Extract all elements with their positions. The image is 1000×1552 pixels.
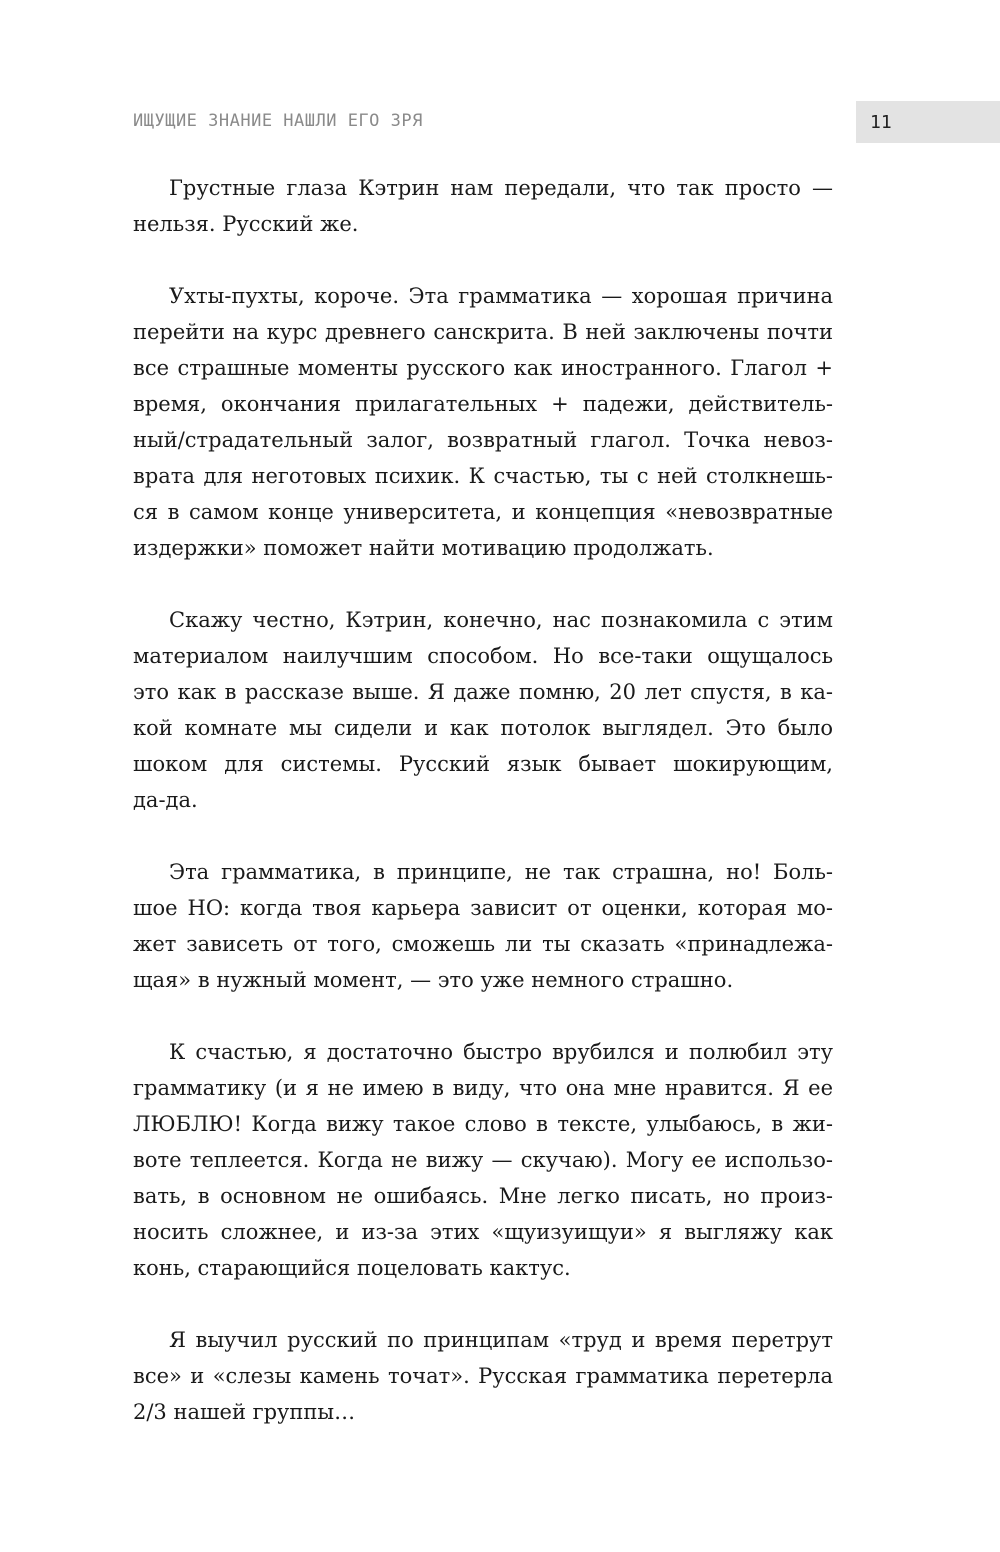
page-number-tab <box>856 101 1000 143</box>
paragraph <box>133 1034 833 1286</box>
paragraph <box>133 602 833 818</box>
text-line: конь, старающийся поцеловать кактус. <box>133 1256 571 1280</box>
text-line: нельзя. Русский же. <box>133 212 359 236</box>
text-line: вать, в основном не ошибаясь. Мне легко писать, но произ- <box>133 1184 833 1208</box>
text-line: Я выучил русский по принципам «труд и время перетрут <box>169 1328 833 1352</box>
text-line: шое НО: когда твоя карьера зависит от оценки, которая мо- <box>133 896 833 920</box>
text-line: издержки» поможет найти мотивацию продолжать. <box>133 536 714 560</box>
text-line: ЛЮБЛЮ! Когда вижу такое слово в тексте, улыбаюсь, в жи- <box>133 1112 833 1136</box>
text-line: К счастью, я достаточно быстро врубился и полюбил эту <box>169 1040 833 1064</box>
text-line: перейти на курс древнего санскрита. В ней заключены почти <box>133 320 833 344</box>
text-line: врата для неготовых психик. К счастью, ты с ней столкнешь- <box>133 464 833 488</box>
text-line: кой комнате мы сидели и как потолок выглядел. Это было <box>133 716 833 740</box>
text-line: щая» в нужный момент, — это уже немного страшно. <box>133 968 734 992</box>
text-line: Ухты-пухты, короче. Эта грамматика — хорошая причина <box>169 284 833 308</box>
paragraph <box>133 854 833 998</box>
paragraph <box>133 1322 833 1430</box>
text-line: ный/страдательный залог, возвратный глагол. Точка невоз- <box>133 428 833 452</box>
paragraph <box>133 278 833 566</box>
text-line: время, окончания прилагательных + падежи, действитель- <box>133 392 833 416</box>
text-line: 2/3 нашей группы… <box>133 1400 356 1424</box>
text-line: жет зависеть от того, сможешь ли ты сказать «принадлежа- <box>133 932 833 956</box>
text-line: Грустные глаза Кэтрин нам передали, что так просто — <box>169 176 833 200</box>
page-number: 11 <box>870 112 892 133</box>
text-line: все» и «слезы камень точат». Русская грамматика перетерла <box>133 1364 833 1388</box>
running-head-title: ИЩУЩИЕ ЗНАНИЕ НАШЛИ ЕГО ЗРЯ <box>133 111 423 131</box>
text-line: Эта грамматика, в принципе, не так страшна, но! Боль- <box>169 860 833 884</box>
text-line: это как в рассказе выше. Я даже помню, 20 лет спустя, в ка- <box>133 680 833 704</box>
body-text <box>133 170 833 1466</box>
text-line: да-да. <box>133 788 198 812</box>
text-line: шоком для системы. Русский язык бывает шокирующим, <box>133 752 833 776</box>
text-line: ся в самом конце университета, и концепция «невозвратные <box>133 500 833 524</box>
text-line: носить сложнее, и из-за этих «щуизуищуи» я выгляжу как <box>133 1220 833 1244</box>
paragraph <box>133 170 833 242</box>
text-line: Скажу честно, Кэтрин, конечно, нас познакомила с этим <box>169 608 833 632</box>
text-line: все страшные моменты русского как иностранного. Глагол + <box>133 356 833 380</box>
text-line: материалом наилучшим способом. Но все-таки ощущалось <box>133 644 833 668</box>
text-line: воте теплеется. Когда не вижу — скучаю). Могу ее использо- <box>133 1148 833 1172</box>
text-line: грамматику (и я не имею в виду, что она мне нравится. Я ее <box>133 1076 833 1100</box>
